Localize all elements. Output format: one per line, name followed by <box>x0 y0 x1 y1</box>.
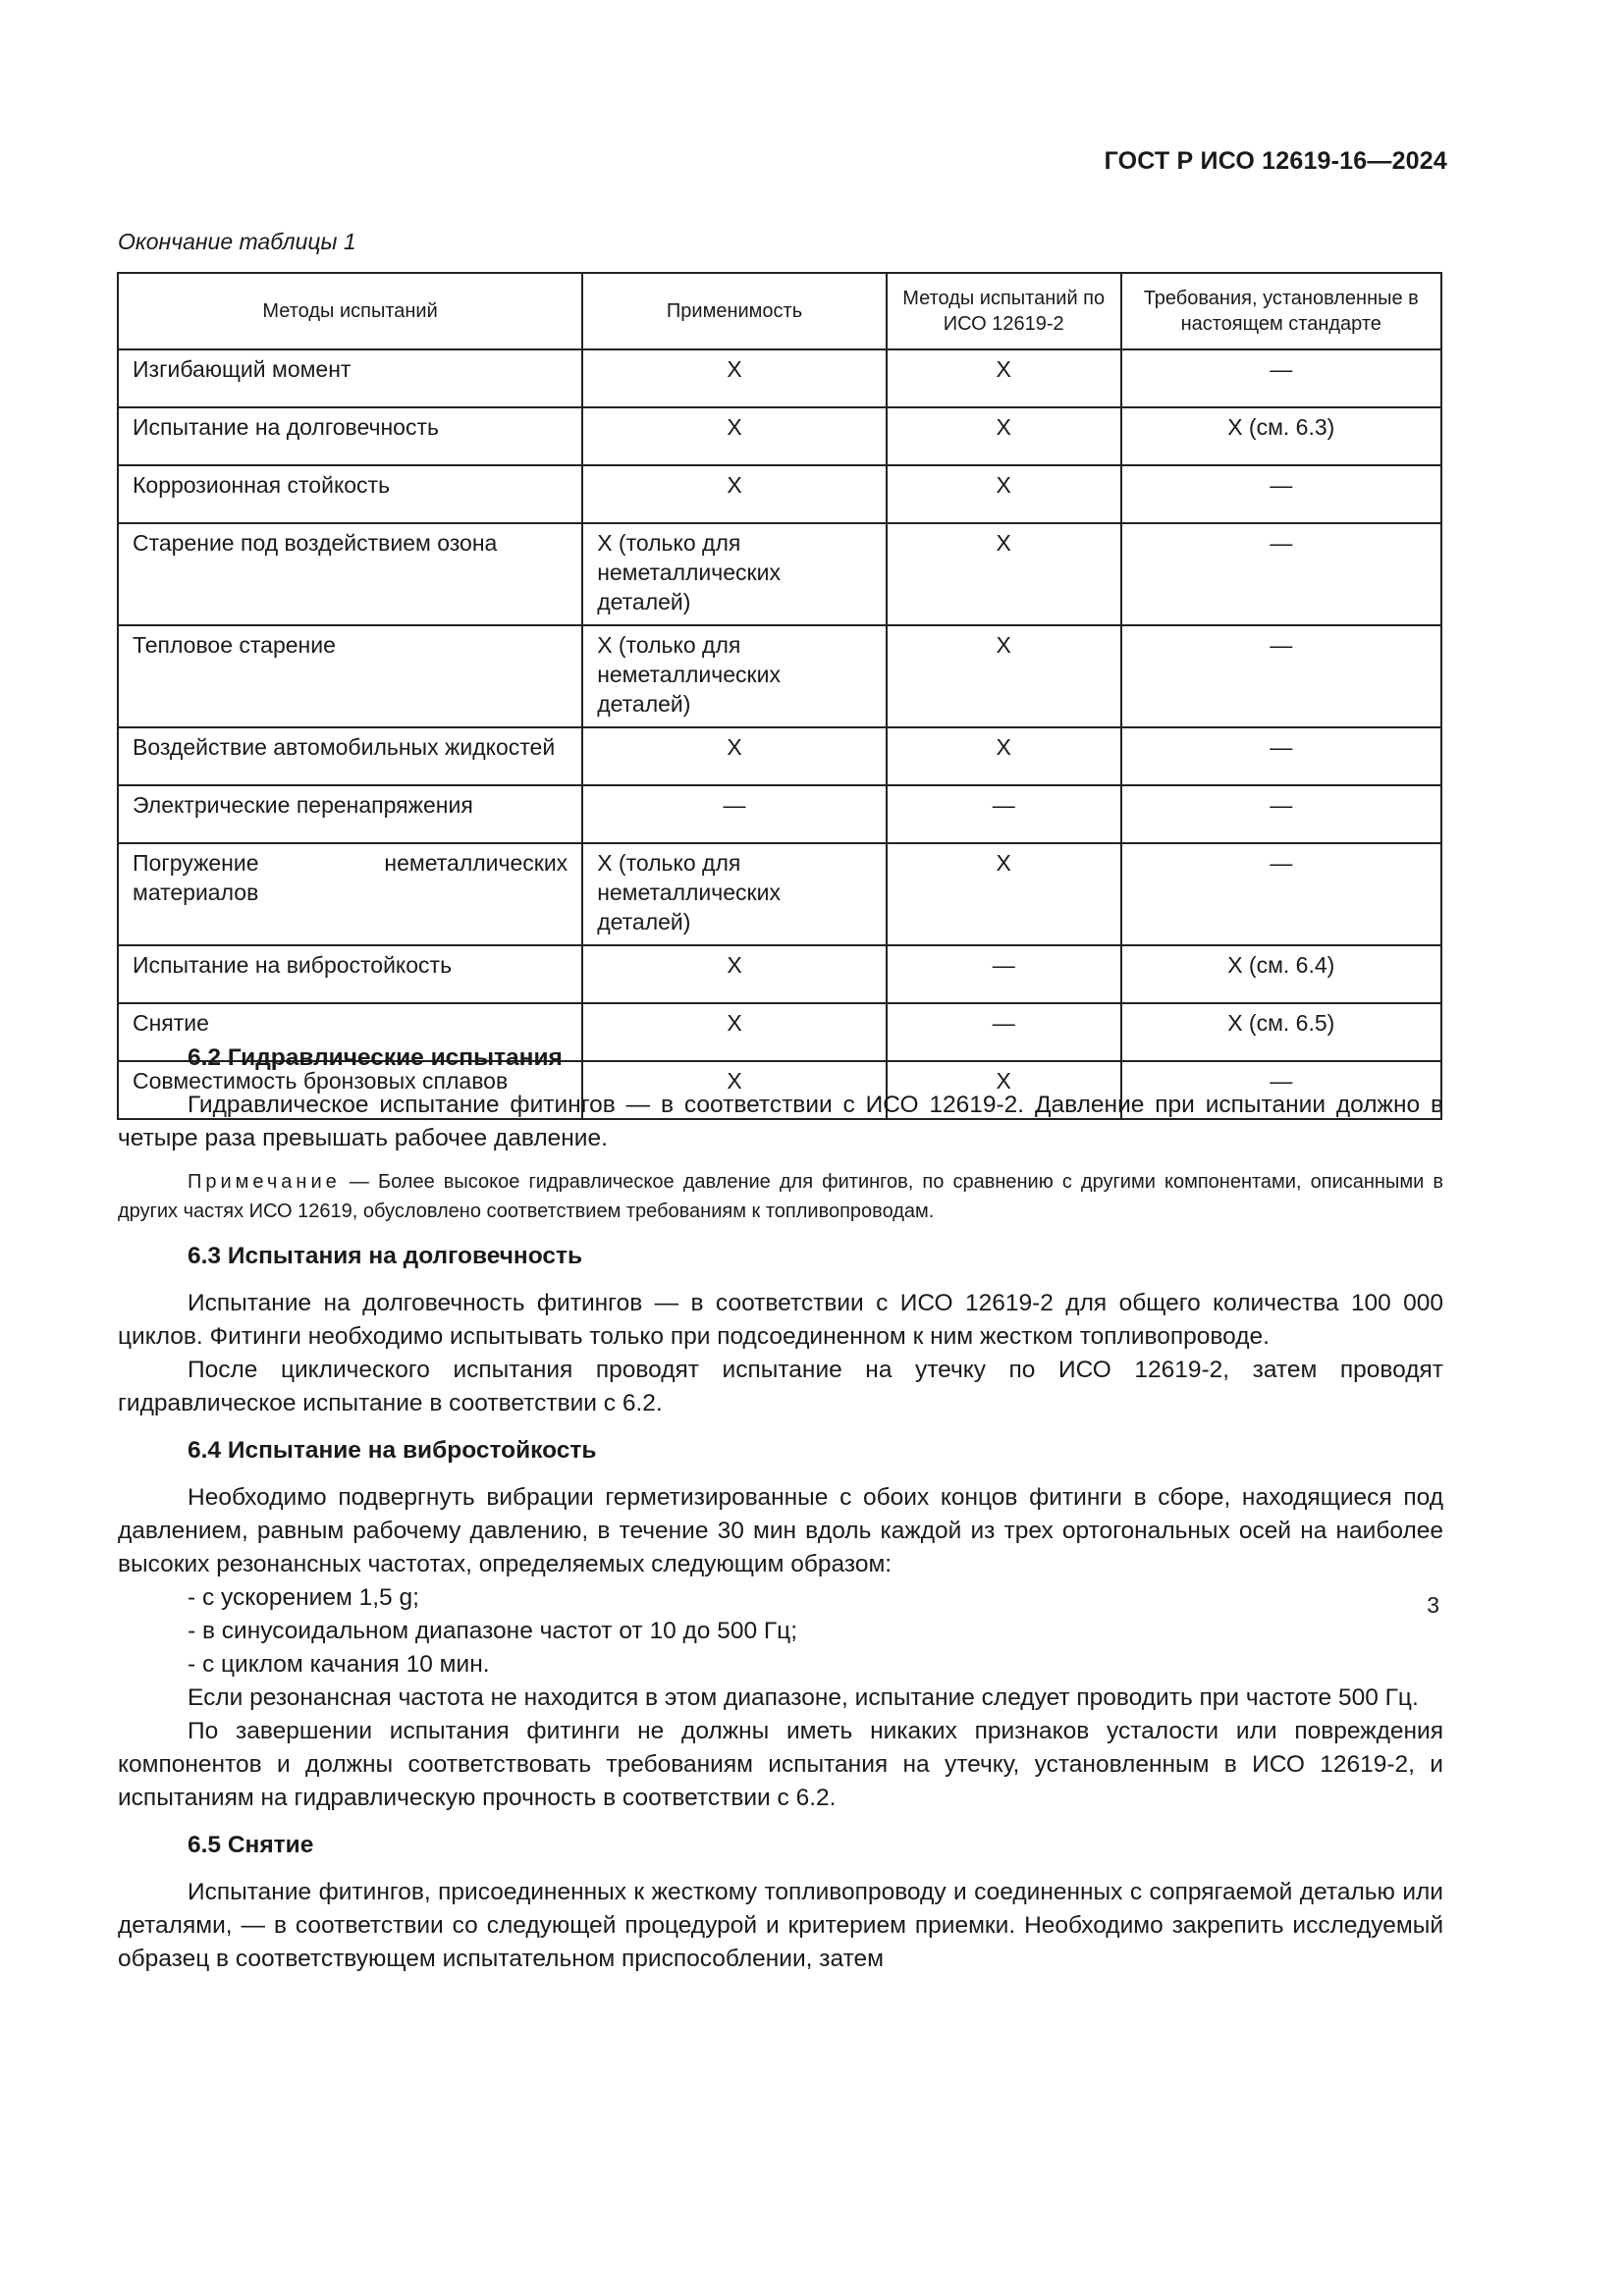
table-cell: X <box>582 1061 887 1119</box>
table-cell: Испытание на вибростойкость <box>118 945 582 1003</box>
table-cell: — <box>1121 1061 1442 1119</box>
table-cell: — <box>1121 523 1442 625</box>
section-title-6-3: 6.3 Испытания на долговечность <box>188 1243 583 1269</box>
document-body <box>118 1036 1443 1976</box>
table-cell: Старение под воздействием озона <box>118 523 582 625</box>
table-cell: X (см. 6.3) <box>1121 407 1442 465</box>
table-cell: Погружение неметаллических материалов <box>118 843 582 945</box>
document-header: ГОСТ Р ИСО 12619-16—2024 <box>1104 147 1447 175</box>
paragraph: По завершении испытания фитинги не должны иметь никаких признаков усталости или повреждения компонентов и должны соответствовать требованиям испытания на утечку, установленным в ИСО 12619-2, и испытаниям на гидравлическую прочность в соответствии с 6.2. <box>118 1718 1443 1811</box>
table-cell: Изгибающий момент <box>118 349 582 407</box>
list-item: - с циклом качания 10 мин. <box>188 1651 490 1678</box>
table-cell: — <box>582 785 887 843</box>
section-title-6-5: 6.5 Снятие <box>188 1832 314 1858</box>
table-cell: X <box>582 465 887 523</box>
paragraph: Испытание фитингов, присоединенных к жесткому топливопроводу и соединенных с сопрягаемой деталью или деталями, — в соответствии со следующей процедурой и критерием приемки. Необходимо закрепить исследуемый образец в соответствующем испытательном приспособлении, затем <box>118 1879 1443 1972</box>
table-row <box>118 407 1441 465</box>
table-cell: Испытание на долговечность <box>118 407 582 465</box>
table-cell: Снятие <box>118 1003 582 1061</box>
table-cell: — <box>1121 785 1442 843</box>
table-cell: X <box>887 843 1121 945</box>
table-row <box>118 523 1441 625</box>
table-row <box>118 785 1441 843</box>
note-text: — Более высокое гидравлическое давление для фитингов, по сравнению с другими компонентами, описанными в других частях ИСО 12619, обусловлено соответствием требованиям к топливопроводам. <box>118 1171 1443 1222</box>
table-cell: X <box>887 465 1121 523</box>
table-row <box>118 625 1441 727</box>
table-cell: X <box>582 945 887 1003</box>
table-cell: — <box>1121 465 1442 523</box>
table-cell: Совместимость бронзовых сплавов <box>118 1061 582 1119</box>
table-cell: X <box>887 1061 1121 1119</box>
header-iso-methods: Методы испытаний по ИСО 12619-2 <box>887 273 1121 349</box>
table-row <box>118 945 1441 1003</box>
table-cell: X <box>887 349 1121 407</box>
table-cell: — <box>1121 727 1442 785</box>
header-requirements: Требования, установленные в настоящем стандарте <box>1121 273 1442 349</box>
table-cell: X (только для неметаллических деталей) <box>582 523 887 625</box>
table-header-row <box>118 273 1441 349</box>
table-cell: X <box>582 1003 887 1061</box>
table-cell: Тепловое старение <box>118 625 582 727</box>
table-cell: Воздействие автомобильных жидкостей <box>118 727 582 785</box>
table-cell: — <box>887 945 1121 1003</box>
table-cell: X <box>887 727 1121 785</box>
table-cell: Электрические перенапряжения <box>118 785 582 843</box>
note <box>118 1167 1443 1226</box>
header-applicability: Применимость <box>582 273 887 349</box>
table-cell: X (только для неметаллических деталей) <box>582 625 887 727</box>
paragraph: Гидравлическое испытание фитингов — в соответствии с ИСО 12619-2. Давление при испытании должно в четыре раза превышать рабочее давление. <box>118 1092 1443 1151</box>
table-cell: — <box>887 1003 1121 1061</box>
table-row <box>118 465 1441 523</box>
table-cell: Коррозионная стойкость <box>118 465 582 523</box>
table-cell: X (см. 6.5) <box>1121 1003 1442 1061</box>
table-cell: X <box>887 625 1121 727</box>
table-cell: X <box>582 727 887 785</box>
list-item: - с ускорением 1,5 g; <box>188 1584 419 1611</box>
table-cell: X <box>887 407 1121 465</box>
table-row <box>118 843 1441 945</box>
test-methods-table <box>117 272 1442 1120</box>
paragraph: Необходимо подвергнуть вибрации герметизированные с обоих концов фитинги в сборе, находящиеся под давлением, равным рабочему давлению, в течение 30 мин вдоль каждой из трех ортогональных осей на наиболее высоких резонансных частотах, определяемых следующим образом: <box>118 1484 1443 1577</box>
section-title-6-2: 6.2 Гидравлические испытания <box>188 1044 563 1071</box>
table-cell: X <box>582 349 887 407</box>
table-caption: Окончание таблицы 1 <box>118 229 356 254</box>
table-cell: X <box>887 523 1121 625</box>
table-row <box>118 349 1441 407</box>
note-label: Примечание <box>188 1171 341 1193</box>
table-cell: X (только для неметаллических деталей) <box>582 843 887 945</box>
paragraph: После циклического испытания проводят испытание на утечку по ИСО 12619-2, затем проводят гидравлическое испытание в соответствии с 6.2. <box>118 1357 1443 1416</box>
table-cell: — <box>887 785 1121 843</box>
table-cell: — <box>1121 349 1442 407</box>
table-cell: — <box>1121 625 1442 727</box>
table-cell: X (см. 6.4) <box>1121 945 1442 1003</box>
list-item: - в синусоидальном диапазоне частот от 10 до 500 Гц; <box>188 1618 798 1644</box>
paragraph: Испытание на долговечность фитингов — в соответствии с ИСО 12619-2 для общего количества 100 000 циклов. Фитинги необходимо испытывать только при подсоединенном к ним жестком топливопроводе. <box>118 1290 1443 1350</box>
paragraph: Если резонансная частота не находится в этом диапазоне, испытание следует проводить при частоте 500 Гц. <box>188 1684 1419 1711</box>
table-cell: X <box>582 407 887 465</box>
table-row <box>118 727 1441 785</box>
header-methods: Методы испытаний <box>118 273 582 349</box>
page-number: 3 <box>1427 1592 1439 1618</box>
section-title-6-4: 6.4 Испытание на вибростойкость <box>188 1437 597 1464</box>
table-cell: — <box>1121 843 1442 945</box>
